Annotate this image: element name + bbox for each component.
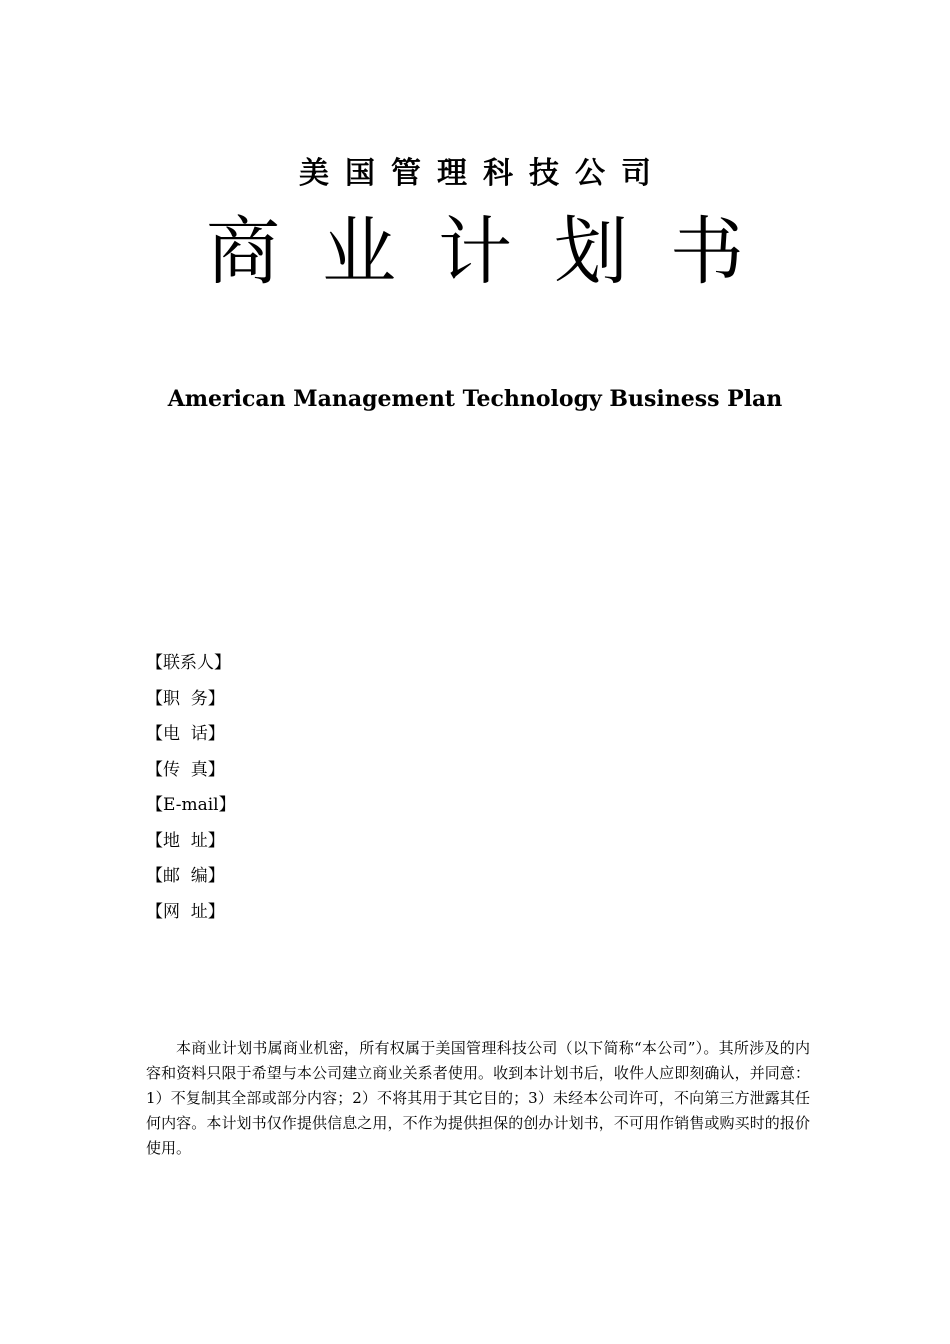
document-title: 商业计划书 (206, 209, 786, 295)
contact-field-phone: 【电 话】 (146, 724, 225, 744)
company-name: 美国管理科技公司 (299, 156, 667, 191)
contact-field-email: 【E-mail】 (146, 795, 236, 815)
contact-field-postcode: 【邮 编】 (146, 866, 225, 886)
contact-info-list (146, 646, 546, 930)
contact-field-address: 【地 址】 (146, 830, 225, 851)
contact-field-website: 【网 址】 (146, 901, 225, 922)
contact-field-contact-person: 【联系人】 (146, 653, 231, 673)
contact-field-fax: 【传 真】 (146, 759, 225, 780)
english-title: American Management Technology Business Plan (167, 386, 783, 412)
confidentiality-disclaimer: 本商业计划书属商业机密，所有权属于美国管理科技公司（以下简称“本公司”）。其所涉及的内容和资料只限于希望与本公司建立商业关系者使用。收到本计划书后，收件人应即刻确认，并同意：1）不复制其全部或部分内容；2）不将其用于其它目的；3）未经本公司许可，不向第三方泄露其任何内容。本计划书仅作提供信息之用，不作为提供担保的创办计划书，不可用作销售或购买时的报价使用。 (146, 1039, 810, 1157)
contact-field-position: 【职 务】 (146, 688, 225, 709)
